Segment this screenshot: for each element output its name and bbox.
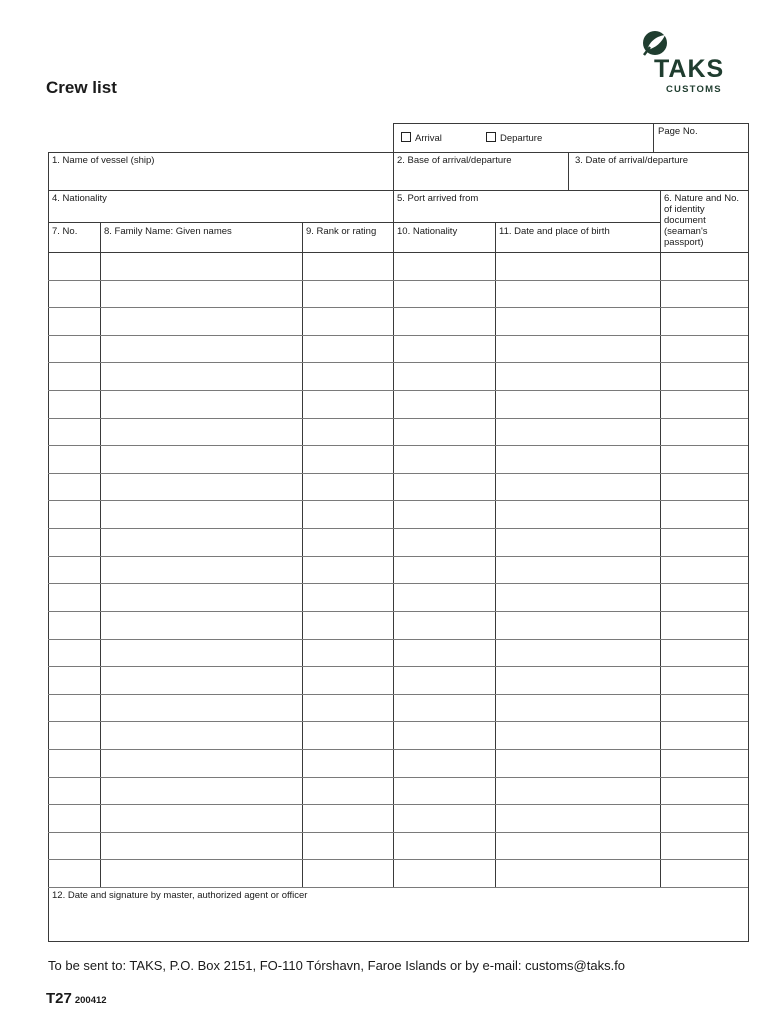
- table-cell[interactable]: [302, 307, 393, 335]
- table-cell[interactable]: [495, 418, 660, 446]
- table-cell[interactable]: [48, 721, 100, 749]
- table-cell[interactable]: [48, 362, 100, 390]
- table-cell[interactable]: [48, 777, 100, 805]
- table-cell[interactable]: [393, 721, 495, 749]
- table-cell[interactable]: [660, 694, 748, 722]
- column-header-birth: 11. Date and place of birth: [499, 226, 610, 237]
- table-cell[interactable]: [495, 500, 660, 528]
- table-cell[interactable]: [393, 556, 495, 584]
- form-line: [748, 123, 749, 942]
- table-cell[interactable]: [660, 721, 748, 749]
- table-cell[interactable]: [393, 749, 495, 777]
- table-cell[interactable]: [302, 749, 393, 777]
- row-divider: [48, 887, 748, 888]
- table-cell[interactable]: [100, 666, 302, 694]
- leaf-icon: [638, 28, 672, 58]
- table-cell[interactable]: [302, 362, 393, 390]
- table-cell[interactable]: [660, 335, 748, 363]
- table-cell[interactable]: [660, 473, 748, 501]
- table-cell[interactable]: [48, 307, 100, 335]
- form-line: [48, 222, 660, 223]
- table-cell[interactable]: [660, 832, 748, 860]
- table-cell[interactable]: [660, 859, 748, 887]
- table-cell[interactable]: [48, 694, 100, 722]
- table-cell[interactable]: [393, 804, 495, 832]
- table-cell[interactable]: [660, 639, 748, 667]
- table-row: [48, 583, 748, 611]
- table-cell[interactable]: [393, 362, 495, 390]
- table-cell[interactable]: [660, 804, 748, 832]
- nationality-label: 4. Nationality: [52, 193, 107, 204]
- table-row: [48, 721, 748, 749]
- table-cell[interactable]: [302, 418, 393, 446]
- table-cell[interactable]: [302, 390, 393, 418]
- table-cell[interactable]: [393, 777, 495, 805]
- table-cell[interactable]: [393, 500, 495, 528]
- table-cell[interactable]: [660, 418, 748, 446]
- table-cell[interactable]: [495, 832, 660, 860]
- table-cell[interactable]: [100, 804, 302, 832]
- table-cell[interactable]: [302, 528, 393, 556]
- table-cell[interactable]: [393, 307, 495, 335]
- table-row: [48, 694, 748, 722]
- table-row: [48, 528, 748, 556]
- table-cell[interactable]: [660, 777, 748, 805]
- table-cell[interactable]: [48, 859, 100, 887]
- form-version: 200412: [74, 995, 107, 1006]
- table-cell[interactable]: [100, 390, 302, 418]
- logo-text: TAKS: [654, 55, 725, 83]
- table-cell[interactable]: [100, 611, 302, 639]
- arrival-checkbox[interactable]: [401, 132, 411, 142]
- table-row: [48, 666, 748, 694]
- column-header-rank: 9. Rank or rating: [306, 226, 377, 237]
- table-cell[interactable]: [495, 473, 660, 501]
- table-cell[interactable]: [495, 390, 660, 418]
- form-line: [48, 152, 748, 153]
- table-cell[interactable]: [100, 639, 302, 667]
- table-cell[interactable]: [393, 473, 495, 501]
- table-cell[interactable]: [495, 749, 660, 777]
- table-cell[interactable]: [302, 445, 393, 473]
- table-cell[interactable]: [100, 418, 302, 446]
- table-cell[interactable]: [100, 859, 302, 887]
- table-cell[interactable]: [660, 280, 748, 308]
- date-label: 3. Date of arrival/departure: [575, 155, 689, 166]
- form-code: [46, 990, 107, 1007]
- table-cell[interactable]: [48, 666, 100, 694]
- column-header-name: 8. Family Name: Given names: [104, 226, 232, 237]
- send-to-text: To be sent to: TAKS, P.O. Box 2151, FO-110 Tórshavn, Faroe Islands or by e-mail: customs@taks.fo: [48, 958, 626, 973]
- table-row: [48, 335, 748, 363]
- table-cell[interactable]: [302, 583, 393, 611]
- table-cell[interactable]: [393, 390, 495, 418]
- table-row: [48, 804, 748, 832]
- table-cell[interactable]: [660, 252, 748, 280]
- table-cell[interactable]: [48, 335, 100, 363]
- table-cell[interactable]: [495, 721, 660, 749]
- table-cell[interactable]: [302, 666, 393, 694]
- table-row: [48, 418, 748, 446]
- table-cell[interactable]: [495, 280, 660, 308]
- table-cell[interactable]: [393, 666, 495, 694]
- form-line: [48, 941, 748, 942]
- table-cell[interactable]: [100, 694, 302, 722]
- table-cell[interactable]: [48, 583, 100, 611]
- table-cell[interactable]: [48, 252, 100, 280]
- arrival-label: Arrival: [415, 133, 442, 144]
- table-cell[interactable]: [495, 666, 660, 694]
- table-cell[interactable]: [48, 500, 100, 528]
- table-cell[interactable]: [495, 804, 660, 832]
- table-cell[interactable]: [660, 611, 748, 639]
- table-row: [48, 473, 748, 501]
- table-cell[interactable]: [100, 528, 302, 556]
- table-cell[interactable]: [302, 832, 393, 860]
- port-label: 5. Port arrived from: [397, 193, 479, 204]
- table-cell[interactable]: [495, 583, 660, 611]
- table-cell[interactable]: [495, 362, 660, 390]
- table-cell[interactable]: [100, 307, 302, 335]
- table-cell[interactable]: [302, 777, 393, 805]
- table-cell[interactable]: [100, 335, 302, 363]
- form-code-label: T27: [46, 990, 72, 1007]
- form-line: [568, 152, 569, 190]
- table-row: [48, 500, 748, 528]
- table-cell[interactable]: [48, 556, 100, 584]
- form-line: [653, 123, 654, 152]
- table-cell[interactable]: [495, 335, 660, 363]
- table-cell[interactable]: [660, 307, 748, 335]
- table-cell[interactable]: [495, 307, 660, 335]
- table-cell[interactable]: [100, 832, 302, 860]
- column-header-no: 7. No.: [52, 226, 78, 237]
- table-cell[interactable]: [302, 252, 393, 280]
- table-cell[interactable]: [495, 445, 660, 473]
- table-cell[interactable]: [393, 528, 495, 556]
- identity-document-label: 6. Nature and No. of identity document (seaman's passport): [664, 193, 739, 248]
- table-cell[interactable]: [660, 445, 748, 473]
- table-cell[interactable]: [302, 280, 393, 308]
- table-cell[interactable]: [495, 252, 660, 280]
- table-row: [48, 639, 748, 667]
- table-row: [48, 252, 748, 280]
- table-row: [48, 859, 748, 887]
- table-cell[interactable]: [302, 335, 393, 363]
- form-line: [393, 123, 748, 124]
- table-cell[interactable]: [393, 445, 495, 473]
- table-cell[interactable]: [100, 777, 302, 805]
- table-cell[interactable]: [393, 583, 495, 611]
- table-row: [48, 556, 748, 584]
- table-cell[interactable]: [660, 500, 748, 528]
- table-cell[interactable]: [393, 335, 495, 363]
- table-cell[interactable]: [48, 832, 100, 860]
- table-cell[interactable]: [48, 445, 100, 473]
- table-cell[interactable]: [495, 611, 660, 639]
- table-row: [48, 749, 748, 777]
- column-header-nationality: 10. Nationality: [397, 226, 458, 237]
- table-cell[interactable]: [100, 556, 302, 584]
- table-cell[interactable]: [100, 362, 302, 390]
- vessel-name-label: 1. Name of vessel (ship): [52, 155, 155, 166]
- table-cell[interactable]: [660, 583, 748, 611]
- table-cell[interactable]: [100, 473, 302, 501]
- table-cell[interactable]: [393, 280, 495, 308]
- taks-logo: [636, 28, 740, 98]
- table-cell[interactable]: [302, 721, 393, 749]
- table-cell[interactable]: [302, 556, 393, 584]
- table-cell[interactable]: [660, 666, 748, 694]
- base-label: 2. Base of arrival/departure: [397, 155, 512, 166]
- table-cell[interactable]: [302, 859, 393, 887]
- table-cell[interactable]: [100, 721, 302, 749]
- table-cell[interactable]: [302, 500, 393, 528]
- table-row: [48, 390, 748, 418]
- table-cell[interactable]: [48, 804, 100, 832]
- table-cell[interactable]: [48, 528, 100, 556]
- table-row: [48, 307, 748, 335]
- table-row: [48, 611, 748, 639]
- table-cell[interactable]: [495, 639, 660, 667]
- table-cell[interactable]: [48, 611, 100, 639]
- table-cell[interactable]: [48, 390, 100, 418]
- table-cell[interactable]: [302, 639, 393, 667]
- table-cell[interactable]: [393, 418, 495, 446]
- table-cell[interactable]: [495, 528, 660, 556]
- signature-label: 12. Date and signature by master, authorized agent or officer: [52, 890, 308, 901]
- table-cell[interactable]: [48, 473, 100, 501]
- table-cell[interactable]: [48, 639, 100, 667]
- table-cell[interactable]: [495, 556, 660, 584]
- page-title: Crew list: [46, 78, 117, 97]
- table-cell[interactable]: [660, 528, 748, 556]
- form-line: [568, 190, 748, 191]
- table-cell[interactable]: [48, 749, 100, 777]
- table-cell[interactable]: [393, 694, 495, 722]
- table-cell[interactable]: [393, 639, 495, 667]
- table-row: [48, 362, 748, 390]
- table-cell[interactable]: [100, 500, 302, 528]
- table-cell[interactable]: [302, 694, 393, 722]
- table-cell[interactable]: [48, 280, 100, 308]
- table-row: [48, 832, 748, 860]
- table-cell[interactable]: [100, 583, 302, 611]
- table-cell[interactable]: [302, 804, 393, 832]
- table-cell[interactable]: [495, 859, 660, 887]
- table-row: [48, 777, 748, 805]
- table-cell[interactable]: [393, 252, 495, 280]
- table-cell[interactable]: [100, 749, 302, 777]
- table-cell[interactable]: [660, 749, 748, 777]
- logo-subtext: CUSTOMS: [666, 84, 722, 95]
- form-line: [48, 190, 568, 191]
- page-no-label: Page No.: [658, 126, 698, 137]
- table-cell[interactable]: [48, 418, 100, 446]
- table-cell[interactable]: [660, 390, 748, 418]
- table-cell[interactable]: [302, 611, 393, 639]
- table-cell[interactable]: [393, 611, 495, 639]
- departure-label: Departure: [500, 133, 543, 144]
- table-cell[interactable]: [302, 473, 393, 501]
- table-cell[interactable]: [495, 694, 660, 722]
- table-row: [48, 445, 748, 473]
- table-cell[interactable]: [495, 777, 660, 805]
- departure-checkbox[interactable]: [486, 132, 496, 142]
- table-cell[interactable]: [100, 280, 302, 308]
- table-row: [48, 280, 748, 308]
- table-cell[interactable]: [393, 832, 495, 860]
- table-cell[interactable]: [393, 859, 495, 887]
- table-cell[interactable]: [660, 362, 748, 390]
- table-cell[interactable]: [100, 445, 302, 473]
- table-cell[interactable]: [100, 252, 302, 280]
- table-cell[interactable]: [660, 556, 748, 584]
